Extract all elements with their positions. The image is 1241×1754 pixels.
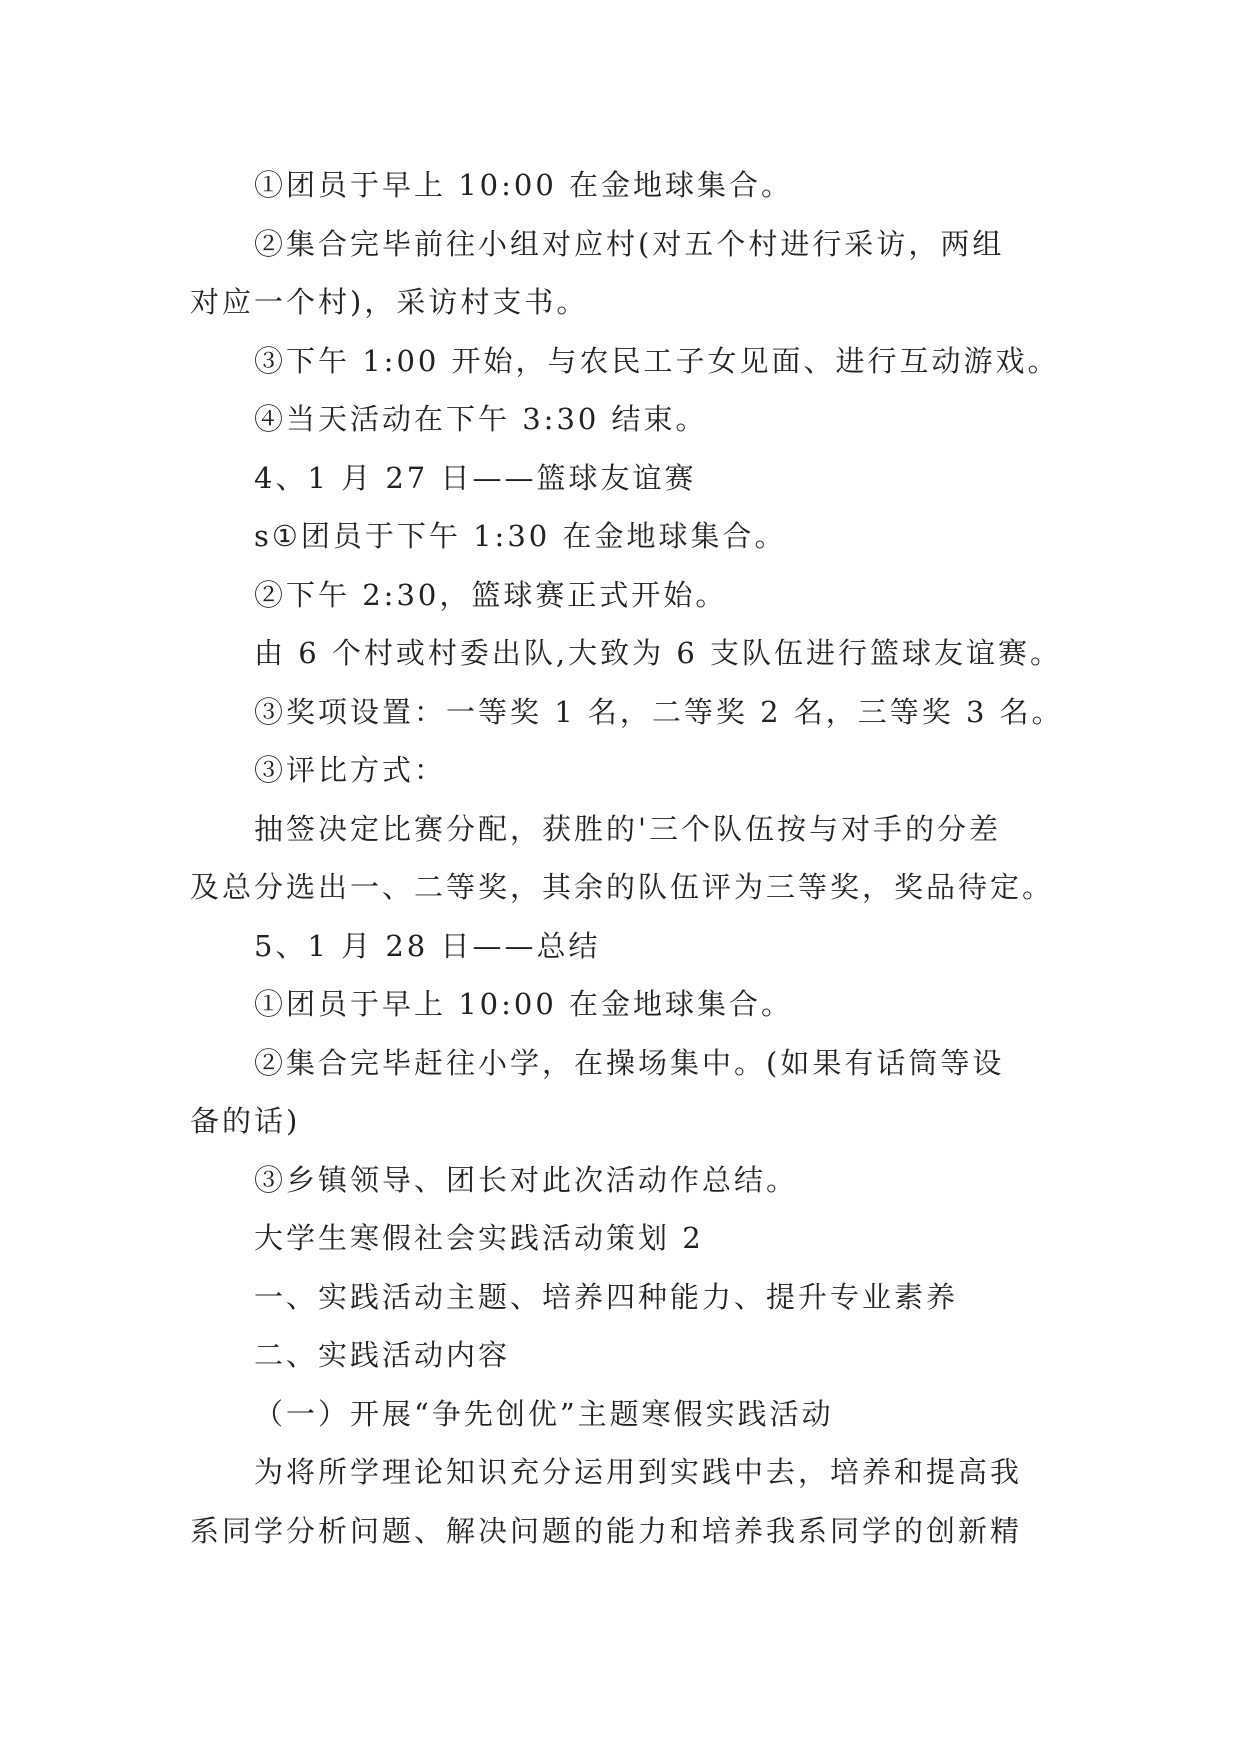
text-line: ③评比方式： — [254, 753, 447, 787]
text-line: 二、实践活动内容 — [254, 1338, 511, 1372]
text-line: ③乡镇领导、团长对此次活动作总结。 — [254, 1162, 799, 1197]
text-line: ③下午 1:00 开始，与农民工子女见面、进行互动游戏。 — [254, 343, 1060, 378]
text-line: ②下午 2:30，篮球赛正式开始。 — [254, 577, 728, 612]
text-line: ④当天活动在下午 3:30 结束。 — [254, 402, 708, 436]
text-line: ①团员于早上 10:00 在金地球集合。 — [254, 168, 794, 202]
text-line: 5、1 月 28 日——总结 — [254, 928, 601, 963]
text-line: 一、实践活动主题、培养四种能力、提升专业素养 — [254, 1279, 959, 1314]
text-line: s①团员于下午 1:30 在金地球集合。 — [254, 519, 787, 553]
document-body — [190, 156, 1070, 1560]
text-line: 为将所学理论知识充分运用到实践中去，培养和提高我 — [254, 1455, 1023, 1489]
text-line: ③奖项设置：一等奖 1 名，二等奖 2 名，三等奖 3 名。 — [254, 694, 1064, 729]
text-line: 4、1 月 27 日——篮球友谊赛 — [254, 460, 697, 495]
text-line: 抽签决定比赛分配，获胜的'三个队伍按与对手的分差 — [254, 811, 1001, 846]
text-line: 系同学分析问题、解决问题的能力和培养我系同学的创新精 — [190, 1513, 1023, 1548]
text-line: 及总分选出一、二等奖，其余的队伍评为三等奖，奖品待定。 — [190, 870, 1055, 904]
text-line: （一）开展“争先创优”主题寒假实践活动 — [254, 1396, 834, 1431]
text-line: 备的话) — [190, 1104, 301, 1138]
text-line: 由 6 个村或村委出队,大致为 6 支队伍进行篮球友谊赛。 — [254, 636, 1062, 670]
text-line: ①团员于早上 10:00 在金地球集合。 — [254, 987, 794, 1021]
text-line: 大学生寒假社会实践活动策划 2 — [254, 1221, 704, 1255]
text-line: 对应一个村)，采访村支书。 — [190, 285, 589, 319]
text-line: ②集合完毕赶往小学，在操场集中。(如果有话筒等设 — [254, 1045, 1005, 1080]
text-line: ②集合完毕前往小组对应村(对五个村进行采访，两组 — [254, 226, 1005, 261]
